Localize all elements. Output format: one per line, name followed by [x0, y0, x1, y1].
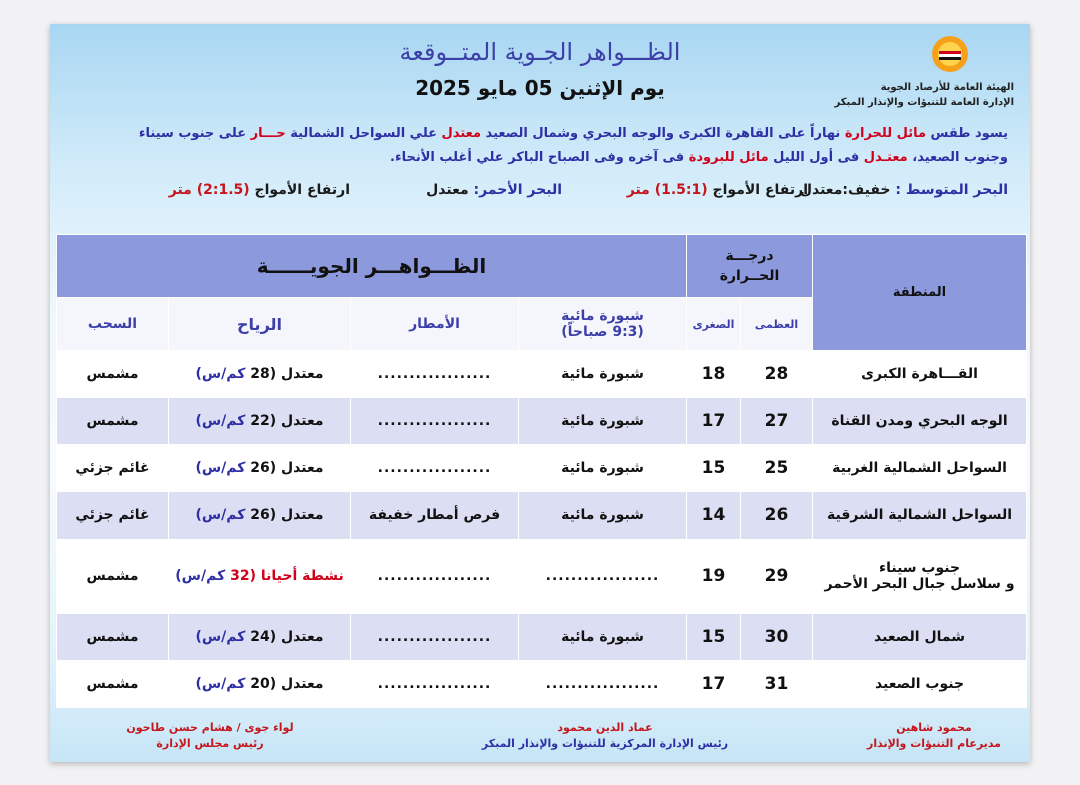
region-line1: جنوب سيناء — [878, 560, 961, 577]
fog-header-line2: (9:3 صباحاً) — [561, 324, 644, 340]
temperature-header — [687, 235, 813, 298]
wind-cell — [169, 492, 351, 539]
clouds-cell: مشمس — [57, 351, 169, 398]
forecast-text: فى آخره وفى الصباح الباكر علي أغلب الأنحاء. — [390, 150, 689, 165]
max-temp-header: العظمى — [741, 298, 813, 351]
red-sea-waves — [169, 182, 350, 198]
wind-speed: 22 — [250, 413, 270, 430]
clouds-cell: مشمس — [57, 398, 169, 445]
min-temp-cell: 15 — [687, 445, 741, 492]
region-cell: جنوب الصعيد — [813, 660, 1027, 707]
wind-state: معتدل ( — [269, 460, 324, 477]
wind-header: الرياح — [169, 298, 351, 351]
max-temp-cell: 25 — [741, 445, 813, 492]
fog-cell: شبورة مائية — [519, 445, 687, 492]
fog-cell: .................. — [519, 539, 687, 613]
max-temp-cell: 26 — [741, 492, 813, 539]
forecast-text: علي السواحل الشمالية — [285, 126, 442, 141]
table-row — [57, 351, 1027, 398]
wind-unit: كم/س) — [195, 366, 251, 383]
forecast-emph: حـــار — [250, 126, 286, 141]
wind-unit: كم/س) — [195, 507, 251, 524]
wind-state: معتدل ( — [269, 628, 324, 645]
med-state: خفيف:معتدل — [799, 182, 891, 198]
max-temp-cell: 28 — [741, 351, 813, 398]
temp-header-line1: درجـــة — [725, 248, 774, 264]
fog-cell: .................. — [519, 660, 687, 707]
min-temp-cell: 18 — [687, 351, 741, 398]
wind-state: معتدل ( — [269, 507, 324, 524]
clouds-cell: مشمس — [57, 539, 169, 613]
wind-unit: كم/س) — [195, 413, 251, 430]
wind-unit: كم/س) — [195, 628, 251, 645]
red-waves-value: (2:1.5) متر — [168, 182, 250, 198]
region-cell: السواحل الشمالية الشرقية — [813, 492, 1027, 539]
max-temp-cell: 30 — [741, 613, 813, 660]
min-temp-cell: 17 — [687, 660, 741, 707]
clouds-cell: غائم جزئي — [57, 445, 169, 492]
phenomena-header: الظـــواهـــر الجويــــــة — [57, 235, 687, 298]
wind-cell — [169, 613, 351, 660]
wind-state: معتدل ( — [269, 413, 324, 430]
rain-cell: .................. — [351, 613, 519, 660]
table-row — [57, 613, 1027, 660]
wind-cell — [169, 351, 351, 398]
date-month-year: مايو 2025 — [415, 76, 518, 100]
forecast-text: فى أول الليل — [768, 150, 864, 165]
org-line-2: الإدارة العامة للتنبؤات والإنذار المبكر — [834, 97, 1014, 108]
fog-cell: شبورة مائية — [519, 613, 687, 660]
table-row — [57, 539, 1027, 613]
wind-speed: 26 — [250, 460, 270, 477]
min-temp-header: الصغرى — [687, 298, 741, 351]
forecast-bulletin — [50, 24, 1030, 762]
red-sea-label: البحر الأحمر: — [473, 182, 562, 198]
forecast-emph: مائل للبرودة — [688, 150, 769, 165]
signature-left-name: لواء جوى / هشام حسن طاحون — [126, 721, 294, 734]
signature-right-name: محمود شاهين — [896, 721, 972, 734]
forecast-summary — [110, 122, 1008, 170]
table-header-row — [57, 235, 1027, 298]
fog-cell: شبورة مائية — [519, 351, 687, 398]
red-sea-state — [426, 182, 562, 198]
region-cell: السواحل الشمالية الغربية — [813, 445, 1027, 492]
min-temp-cell: 17 — [687, 398, 741, 445]
forecast-text: نهاراً على القاهرة الكبرى والوجه البحري وشمال الصعيد — [481, 126, 845, 141]
min-temp-cell: 14 — [687, 492, 741, 539]
signature-left-title: رئيس مجلس الإدارة — [156, 737, 264, 750]
met-authority-logo-icon — [930, 34, 970, 74]
org-line-1: الهيئة العامة للأرصاد الجوية — [880, 82, 1014, 93]
table-row — [57, 660, 1027, 707]
page-title: الظـــواهر الجـوية المتــوقعة — [399, 38, 681, 66]
signature-center-title: رئيس الإدارة المركزية للتنبؤات والإنذار المبكر — [481, 737, 729, 750]
temp-header-line2: الحــرارة — [719, 268, 780, 284]
forecast-text: يسود طقس — [926, 126, 1008, 141]
region-header: المنطقة — [813, 235, 1027, 351]
med-waves-value: (1.5:1) متر — [626, 182, 708, 198]
wind-cell — [169, 445, 351, 492]
forecast-emph: معتـدل — [863, 150, 908, 165]
red-sea-value: معتدل — [426, 182, 469, 198]
wind-state: معتدل ( — [269, 366, 324, 383]
wind-state: نشطة أحيانا ( — [249, 568, 344, 585]
rain-cell: .................. — [351, 351, 519, 398]
forecast-text: على جنوب سيناء وجنوب الصعيد، — [138, 126, 1008, 165]
red-waves-label: ارتفاع الأمواج — [254, 182, 350, 198]
clouds-cell: غائم جزئي — [57, 492, 169, 539]
signature-right-title: مديرعام التنبؤات والإنذار — [867, 737, 1001, 750]
wind-cell — [169, 660, 351, 707]
wind-speed: 20 — [250, 675, 270, 692]
organization-name — [814, 80, 1014, 110]
rain-cell: .................. — [351, 660, 519, 707]
table-row — [57, 445, 1027, 492]
fog-header-line1: شبورة مائية — [561, 308, 644, 324]
region-cell — [813, 539, 1027, 613]
forecast-emph: مائل للحرارة — [844, 126, 927, 141]
min-temp-cell: 19 — [687, 539, 741, 613]
signature-center — [455, 720, 755, 752]
wind-speed: 28 — [250, 366, 270, 383]
rain-cell: فرص أمطار خفيفة — [351, 492, 519, 539]
date-prefix: يوم الإثنين — [559, 76, 665, 100]
clouds-cell: مشمس — [57, 660, 169, 707]
med-label: البحر المتوسط : — [895, 182, 1008, 198]
wind-unit: كم/س) — [195, 675, 251, 692]
max-temp-cell: 27 — [741, 398, 813, 445]
region-cell: القـــاهرة الكبرى — [813, 351, 1027, 398]
max-temp-cell: 31 — [741, 660, 813, 707]
clouds-cell: مشمس — [57, 613, 169, 660]
weather-table — [56, 234, 1027, 708]
wind-unit: كم/س) — [195, 460, 251, 477]
mediterranean-waves — [627, 182, 808, 198]
forecast-date — [380, 76, 700, 100]
wind-speed: 26 — [250, 507, 270, 524]
signature-right — [854, 720, 1014, 752]
date-day: 05 — [524, 76, 553, 100]
signature-left — [110, 720, 310, 752]
rain-cell: .................. — [351, 539, 519, 613]
fog-cell: شبورة مائية — [519, 492, 687, 539]
wind-unit: كم/س) — [175, 568, 231, 585]
region-line2: و سلاسل جبال البحر الأحمر — [824, 576, 1015, 593]
min-temp-cell: 15 — [687, 613, 741, 660]
mediterranean-state — [800, 182, 1008, 198]
wind-cell — [169, 539, 351, 613]
region-cell: الوجه البحري ومدن القناة — [813, 398, 1027, 445]
clouds-header: السحب — [57, 298, 169, 351]
wind-speed: 24 — [250, 628, 270, 645]
med-waves-label: ارتفاع الأمواج — [712, 182, 808, 198]
table-row — [57, 398, 1027, 445]
max-temp-cell: 29 — [741, 539, 813, 613]
fog-cell: شبورة مائية — [519, 398, 687, 445]
signature-center-name: عماد الدين محمود — [557, 721, 653, 734]
wind-cell — [169, 398, 351, 445]
region-cell: شمال الصعيد — [813, 613, 1027, 660]
fog-header — [519, 298, 687, 351]
forecast-emph: معتدل — [441, 126, 482, 141]
rain-cell: .................. — [351, 445, 519, 492]
rain-header: الأمطار — [351, 298, 519, 351]
wind-speed: 32 — [230, 568, 250, 585]
wind-state: معتدل ( — [269, 675, 324, 692]
table-row — [57, 492, 1027, 539]
rain-cell: .................. — [351, 398, 519, 445]
